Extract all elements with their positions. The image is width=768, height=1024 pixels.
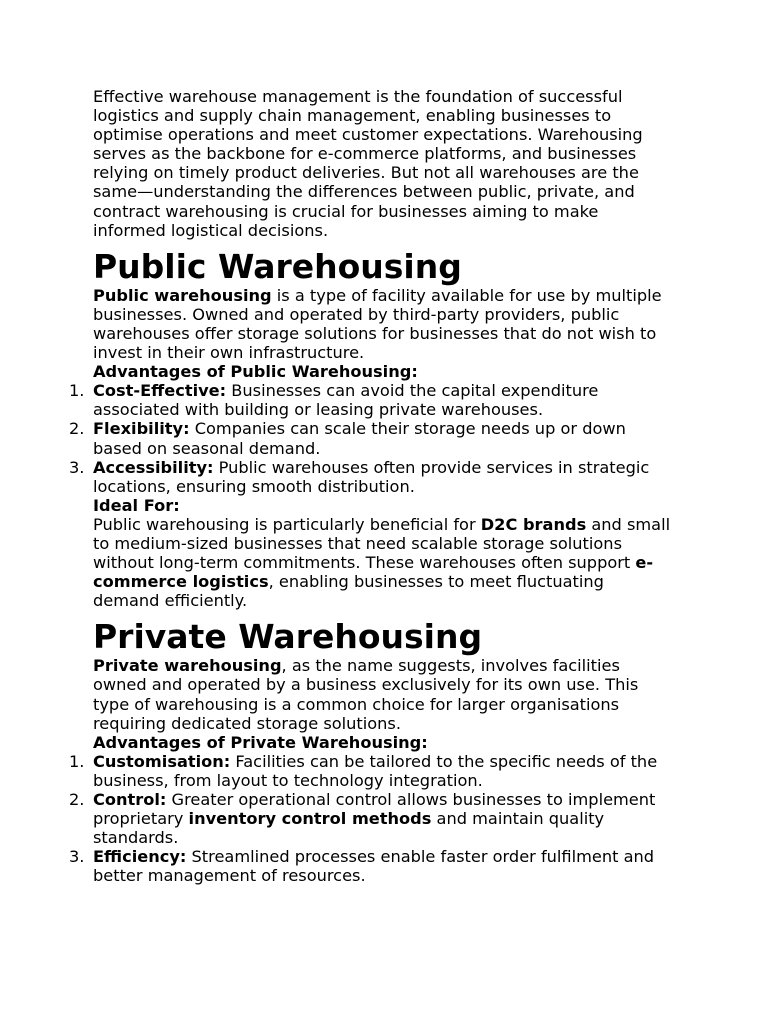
private-advantages-list <box>69 751 672 886</box>
advantage-term: Control: <box>93 790 167 809</box>
advantage-term: Customisation: <box>93 751 231 771</box>
list-number: 2. <box>69 419 85 439</box>
advantage-text: Businesses can avoid the capital expenditure associated with building or leasing private warehouses. <box>93 381 599 420</box>
list-item <box>69 790 672 848</box>
ideal-for-paragraph <box>93 515 672 610</box>
private-lead-text: , as the name suggests, involves facilities owned and operated by a business exclusively for its own use. This type of warehousing is a common choice for larger organisations requiring dedicated storage solutions. <box>93 656 639 733</box>
public-advantages-heading: Advantages of Public Warehousing: <box>93 362 418 382</box>
public-lead-bold: Public warehousing <box>93 285 272 305</box>
ideal-bold-1: D2C brands <box>480 514 587 534</box>
list-number: 1. <box>69 381 85 401</box>
advantage-term: Cost-Effective: <box>93 381 227 401</box>
ideal-text-3: , enabling businesses to meet fluctuating demand efficiently. <box>93 572 604 611</box>
list-number: 1. <box>69 751 85 771</box>
list-number: 3. <box>69 457 85 477</box>
public-warehousing-heading: Public Warehousing <box>93 246 462 286</box>
list-item <box>69 381 672 420</box>
list-item <box>69 457 672 496</box>
list-item <box>69 751 672 790</box>
public-advantages-list <box>69 381 672 496</box>
advantage-term: Efficiency: <box>93 847 187 867</box>
ideal-bold-2: e-commerce logistics <box>93 553 654 592</box>
advantage-text: Greater operational control allows businesses to implement proprietary <box>93 790 656 829</box>
ideal-text-1: Public warehousing is particularly beneficial for <box>93 514 481 534</box>
advantage-text: Public warehouses often provide services in strategic locations, ensuring smooth distribution. <box>93 457 650 496</box>
private-lead-paragraph <box>93 656 672 732</box>
advantage-text: Facilities can be tailored to the specific needs of the business, from layout to technology integration. <box>93 751 658 790</box>
private-lead-bold: Private warehousing <box>93 656 282 676</box>
advantage-text: and maintain quality standards. <box>93 809 605 848</box>
list-item <box>69 847 672 886</box>
public-lead-text: is a type of facility available for use by multiple businesses. Owned and operated by third-party providers, public warehouses offer storage solutions for businesses that do not wish to invest in their own infrastructure. <box>93 285 662 363</box>
list-number: 2. <box>69 790 85 809</box>
advantage-bold: inventory control methods <box>188 809 432 829</box>
ideal-for-heading: Ideal For: <box>93 495 180 515</box>
advantage-text: Streamlined processes enable faster order fulfilment and better management of resources. <box>93 847 655 886</box>
list-item <box>69 419 672 458</box>
ideal-text-2: and small to medium-sized businesses that need scalable storage solutions without long-term commitments. These warehouses often support <box>93 514 671 573</box>
private-warehousing-heading: Private Warehousing <box>93 617 483 657</box>
public-lead-paragraph <box>93 286 672 362</box>
advantage-text: Companies can scale their storage needs up or down based on seasonal demand. <box>93 419 626 458</box>
private-advantages-heading: Advantages of Private Warehousing: <box>93 732 428 752</box>
advantage-term: Accessibility: <box>93 457 214 477</box>
intro-paragraph: Effective warehouse management is the foundation of successful logistics and supply chain management, enabling businesses to optimise operations and meet customer expectations. Warehousing serves as the backbone for e-commerce platforms, and businesses relying on timely product deliveries. But not all warehouses are the same—understanding the differences between public, private, and contract warehousing is crucial for businesses aiming to make informed logistical decisions. <box>93 87 643 240</box>
list-number: 3. <box>69 847 85 867</box>
advantage-term: Flexibility: <box>93 419 190 439</box>
